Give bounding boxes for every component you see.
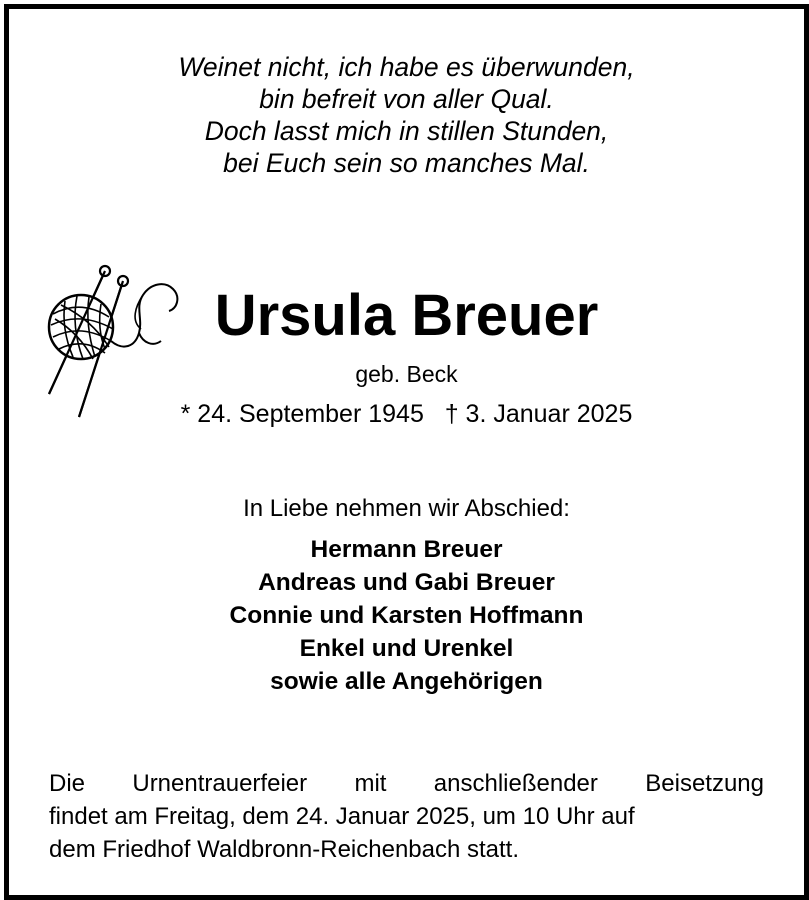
mourner: Enkel und Urenkel [299, 635, 514, 662]
poem-line: Weinet nicht, ich habe es überwunden, [178, 52, 635, 82]
service-word: mit [354, 770, 387, 797]
service-word: Urnentrauerfeier [132, 770, 308, 797]
service-line: findet am Freitag, dem 24. Januar 2025, um 10 Uhr auf [49, 803, 635, 830]
poem [9, 51, 804, 179]
mourners-list [9, 533, 804, 698]
mourner: Connie und Karsten Hoffmann [229, 602, 584, 629]
life-dates [9, 398, 804, 430]
birth-date: * 24. September 1945 [180, 400, 424, 428]
poem-line: bei Euch sein so manches Mal. [223, 148, 590, 178]
mourner: Andreas und Gabi Breuer [258, 569, 555, 596]
service-line [49, 767, 764, 800]
service-line: dem Friedhof Waldbronn-Reichenbach statt. [49, 836, 520, 863]
service-word: Beisetzung [645, 770, 764, 797]
deceased-name: Ursula Breuer [214, 283, 599, 348]
poem-line: bin befreit von aller Qual. [259, 84, 554, 114]
poem-line: Doch lasst mich in stillen Stunden, [204, 116, 609, 146]
farewell-intro: In Liebe nehmen wir Abschied: [243, 495, 570, 522]
maiden-name: geb. Beck [355, 361, 458, 387]
mourner: sowie alle Angehörigen [270, 668, 543, 695]
mourner: Hermann Breuer [310, 536, 503, 563]
obituary-frame [4, 4, 809, 900]
death-date: † 3. Januar 2025 [444, 400, 633, 428]
service-word: anschließender [433, 770, 598, 797]
service-word: Die [49, 770, 86, 797]
service-notice [49, 767, 764, 866]
